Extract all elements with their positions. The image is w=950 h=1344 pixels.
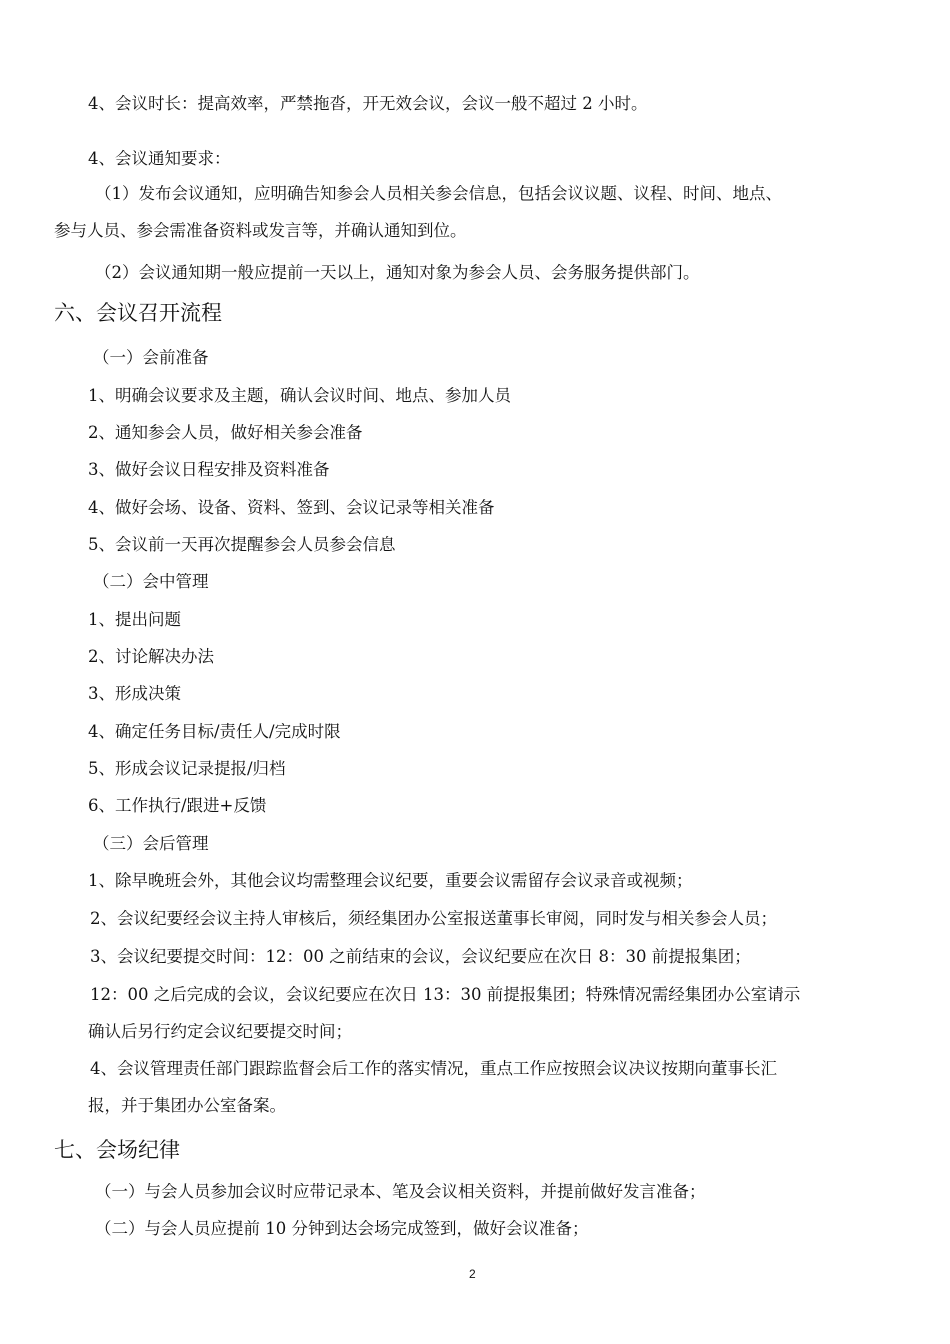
list-item: 4、会议管理责任部门跟踪监督会后工作的落实情况，重点工作应按照会议决议按期向董事长汇 [90, 1059, 777, 1078]
text-line: 4、会议通知要求： [88, 149, 231, 168]
text-line: （1）发布会议通知，应明确告知参会人员相关参会信息，包括会议议题、议程、时间、地点、 [95, 184, 782, 203]
list-item: 5、形成会议记录提报/归档 [88, 759, 286, 778]
page-number: 2 [469, 1267, 476, 1281]
list-item: 3、会议纪要提交时间：12：00 之前结束的会议，会议纪要应在次日 8：30 前提报集团； [90, 947, 751, 966]
text-line: （二）与会人员应提前 10 分钟到达会场完成签到，做好会议准备； [95, 1219, 589, 1238]
list-item: 2、通知参会人员，做好相关参会准备 [88, 423, 363, 442]
list-item: 4、做好会场、设备、资料、签到、会议记录等相关准备 [88, 498, 495, 517]
list-item: 6、工作执行/跟进+反馈 [88, 796, 267, 815]
list-item-continuation: 报，并于集团办公室备案。 [88, 1096, 286, 1115]
list-item-continuation: 12：00 之后完成的会议，会议纪要应在次日 13：30 前提报集团；特殊情况需经集团办公室请示 [90, 985, 801, 1004]
list-item: 1、明确会议要求及主题，确认会议时间、地点、参加人员 [88, 386, 511, 405]
text-line: （2）会议通知期一般应提前一天以上，通知对象为参会人员、会务服务提供部门。 [95, 263, 700, 282]
list-item: 5、会议前一天再次提醒参会人员参会信息 [88, 535, 396, 554]
list-item: 3、形成决策 [88, 684, 181, 703]
list-item-continuation: 确认后另行约定会议纪要提交时间； [88, 1022, 352, 1041]
list-item: 1、除早晚班会外，其他会议均需整理会议纪要，重要会议需留存会议录音或视频； [88, 871, 693, 890]
subsection-heading: （二）会中管理 [93, 572, 209, 591]
list-item: 2、讨论解决办法 [88, 647, 214, 666]
subsection-heading: （三）会后管理 [93, 834, 209, 853]
list-item: 2、会议纪要经会议主持人审核后，须经集团办公室报送董事长审阅，同时发与相关参会人员； [90, 909, 777, 928]
section-heading: 七、会场纪律 [54, 1138, 180, 1162]
list-item: 1、提出问题 [88, 610, 181, 629]
list-item: 3、做好会议日程安排及资料准备 [88, 460, 330, 479]
text-line: 4、会议时长：提高效率，严禁拖沓，开无效会议，会议一般不超过 2 小时。 [88, 94, 648, 113]
list-item: 4、确定任务目标/责任人/完成时限 [88, 722, 341, 741]
subsection-heading: （一）会前准备 [93, 348, 209, 367]
text-line: （一）与会人员参加会议时应带记录本、笔及会议相关资料，并提前做好发言准备； [95, 1182, 706, 1201]
text-line: 参与人员、参会需准备资料或发言等，并确认通知到位。 [54, 221, 467, 240]
section-heading: 六、会议召开流程 [54, 301, 222, 325]
